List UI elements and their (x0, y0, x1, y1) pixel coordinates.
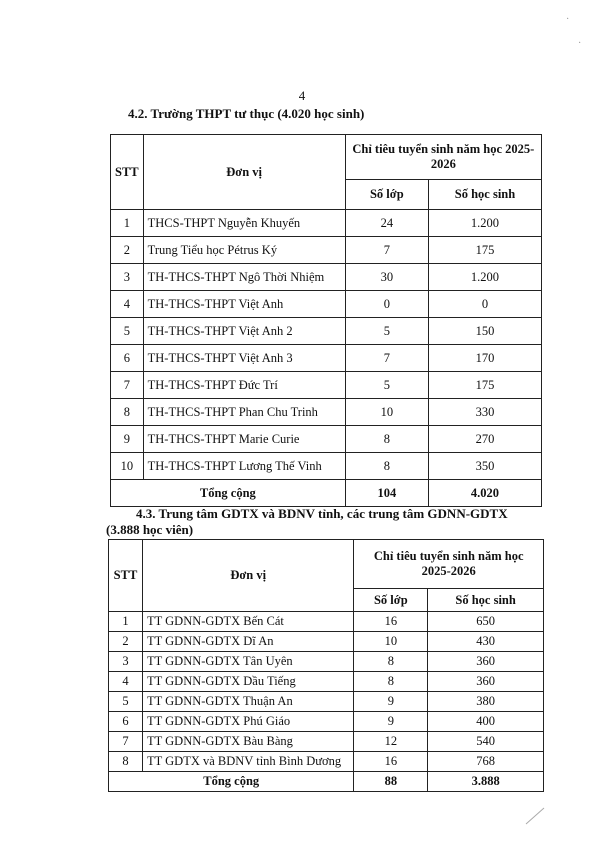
row-students: 430 (428, 632, 544, 652)
col-header-stt: STT (111, 135, 144, 210)
total-row (111, 480, 542, 507)
total-students: 4.020 (428, 480, 541, 507)
table-row (109, 652, 544, 672)
col-header-unit: Đơn vị (142, 540, 353, 612)
table-row (109, 692, 544, 712)
row-stt: 6 (109, 712, 143, 732)
row-classes: 8 (354, 672, 428, 692)
section-heading-line1: 4.3. Trung tâm GDTX và BDNV tỉnh, các trung tâm GDNN-GDTX (136, 506, 508, 521)
row-unit: TH-THCS-THPT Đức Trí (143, 372, 345, 399)
page-number: 4 (298, 88, 306, 103)
row-stt: 6 (111, 345, 144, 372)
table-row (109, 712, 544, 732)
row-classes: 5 (345, 372, 428, 399)
row-classes: 12 (354, 732, 428, 752)
table-row (109, 672, 544, 692)
row-stt: 5 (109, 692, 143, 712)
row-students: 540 (428, 732, 544, 752)
table-row (111, 318, 542, 345)
row-unit: TH-THCS-THPT Phan Chu Trinh (143, 399, 345, 426)
row-students: 175 (428, 237, 541, 264)
section-heading-line2: (3.888 học viên) (106, 522, 194, 537)
total-classes: 104 (345, 480, 428, 507)
row-classes: 30 (345, 264, 428, 291)
row-classes: 7 (345, 237, 428, 264)
row-classes: 10 (345, 399, 428, 426)
row-stt: 7 (109, 732, 143, 752)
row-students: 150 (428, 318, 541, 345)
row-unit: TH-THCS-THPT Lương Thế Vinh (143, 453, 345, 480)
row-stt: 2 (111, 237, 144, 264)
row-students: 175 (428, 372, 541, 399)
row-unit: Trung Tiểu học Pétrus Ký (143, 237, 345, 264)
table-row (109, 612, 544, 632)
row-unit: TT GDTX và BDNV tỉnh Bình Dương (142, 752, 353, 772)
row-stt: 1 (109, 612, 143, 632)
col-header-classes: Số lớp (345, 180, 428, 210)
row-stt: 1 (111, 210, 144, 237)
col-header-students: Số học sinh (428, 180, 541, 210)
total-label: Tổng cộng (111, 480, 346, 507)
table-row (111, 453, 542, 480)
col-header-stt: STT (109, 540, 143, 612)
row-students: 360 (428, 672, 544, 692)
row-unit: TH-THCS-THPT Ngô Thời Nhiệm (143, 264, 345, 291)
row-classes: 10 (354, 632, 428, 652)
row-unit: TT GDNN-GDTX Bến Cát (142, 612, 353, 632)
total-students: 3.888 (428, 772, 544, 792)
table-row (109, 732, 544, 752)
row-classes: 8 (345, 453, 428, 480)
row-students: 360 (428, 652, 544, 672)
row-students: 1.200 (428, 264, 541, 291)
row-classes: 8 (345, 426, 428, 453)
row-students: 350 (428, 453, 541, 480)
row-unit: TT GDNN-GDTX Phú Giáo (142, 712, 353, 732)
row-classes: 0 (345, 291, 428, 318)
row-stt: 3 (109, 652, 143, 672)
row-unit: TT GDNN-GDTX Bàu Bàng (142, 732, 353, 752)
row-stt: 4 (111, 291, 144, 318)
table-row (111, 264, 542, 291)
total-row (109, 772, 544, 792)
row-students: 170 (428, 345, 541, 372)
row-stt: 9 (111, 426, 144, 453)
scan-speck: · (578, 38, 582, 49)
row-classes: 16 (354, 612, 428, 632)
table-row (111, 210, 542, 237)
row-classes: 9 (354, 692, 428, 712)
private-high-schools-table (110, 134, 542, 507)
table-row (109, 632, 544, 652)
row-students: 0 (428, 291, 541, 318)
row-students: 270 (428, 426, 541, 453)
row-stt: 8 (109, 752, 143, 772)
section-heading-education-centers (106, 506, 552, 538)
row-stt: 8 (111, 399, 144, 426)
row-classes: 24 (345, 210, 428, 237)
row-stt: 5 (111, 318, 144, 345)
table-row (109, 752, 544, 772)
row-students: 400 (428, 712, 544, 732)
table-row (111, 399, 542, 426)
row-unit: TT GDNN-GDTX Dầu Tiếng (142, 672, 353, 692)
table-row (111, 237, 542, 264)
row-stt: 7 (111, 372, 144, 399)
row-unit: TT GDNN-GDTX Thuận An (142, 692, 353, 712)
row-students: 380 (428, 692, 544, 712)
pen-mark (524, 804, 546, 826)
row-classes: 7 (345, 345, 428, 372)
row-classes: 5 (345, 318, 428, 345)
row-classes: 16 (354, 752, 428, 772)
table-body (109, 612, 544, 792)
row-stt: 4 (109, 672, 143, 692)
row-students: 330 (428, 399, 541, 426)
section-heading-private-high-schools: 4.2. Trường THPT tư thục (4.020 học sinh) (128, 106, 365, 121)
row-students: 1.200 (428, 210, 541, 237)
total-label: Tổng cộng (109, 772, 354, 792)
row-unit: TH-THCS-THPT Việt Anh 3 (143, 345, 345, 372)
table-row (111, 291, 542, 318)
total-classes: 88 (354, 772, 428, 792)
row-stt: 10 (111, 453, 144, 480)
row-unit: THCS-THPT Nguyễn Khuyến (143, 210, 345, 237)
row-stt: 3 (111, 264, 144, 291)
row-students: 768 (428, 752, 544, 772)
col-header-quota: Chỉ tiêu tuyển sinh năm học 2025-2026 (345, 135, 541, 180)
table-row (111, 345, 542, 372)
table-body (111, 210, 542, 507)
table-row (111, 426, 542, 453)
row-unit: TT GDNN-GDTX Dĩ An (142, 632, 353, 652)
col-header-students: Số học sinh (428, 589, 544, 612)
col-header-classes: Số lớp (354, 589, 428, 612)
education-centers-table (108, 539, 544, 792)
row-classes: 9 (354, 712, 428, 732)
scan-speck: · (566, 14, 570, 25)
row-unit: TH-THCS-THPT Việt Anh (143, 291, 345, 318)
col-header-quota: Chỉ tiêu tuyển sinh năm học 2025-2026 (354, 540, 544, 589)
row-unit: TT GDNN-GDTX Tân Uyên (142, 652, 353, 672)
row-stt: 2 (109, 632, 143, 652)
row-students: 650 (428, 612, 544, 632)
col-header-unit: Đơn vị (143, 135, 345, 210)
row-unit: TH-THCS-THPT Marie Curie (143, 426, 345, 453)
row-unit: TH-THCS-THPT Việt Anh 2 (143, 318, 345, 345)
table-row (111, 372, 542, 399)
row-classes: 8 (354, 652, 428, 672)
